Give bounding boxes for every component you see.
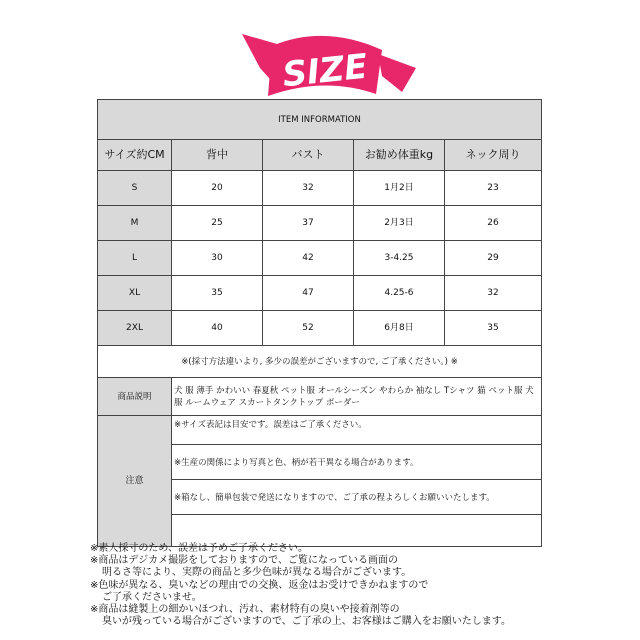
neck-value: 32	[445, 276, 542, 311]
bust-value: 52	[263, 311, 354, 346]
neck-value: 35	[445, 311, 542, 346]
banner-title: SIZE	[280, 46, 370, 96]
size-label: S	[98, 171, 172, 206]
header-neck: ネック周り	[445, 140, 542, 171]
note-line: 明るさ等により、実際の商品と多少色味が異なる場合がございます。	[102, 567, 412, 579]
size-label: XL	[98, 276, 172, 311]
table-title: ITEM INFORMATION	[98, 100, 542, 140]
back-value: 30	[172, 241, 263, 276]
description-text: 犬 服 薄手 かわいい 春夏秋 ペット服 オールシーズン やわらか 袖なし Tシャツ 猫 ペット服 犬服 ルームウェア スカートタンクトップ ボーダー	[172, 378, 542, 416]
bust-value: 47	[263, 276, 354, 311]
bust-value: 37	[263, 206, 354, 241]
table-row	[98, 206, 542, 241]
back-value: 40	[172, 311, 263, 346]
weight-value: 6月8日	[354, 311, 445, 346]
caution-label: 注意	[98, 416, 172, 547]
header-weight: お勧め体重kg	[354, 140, 445, 171]
bust-value: 32	[263, 171, 354, 206]
weight-value: 3-4.25	[354, 241, 445, 276]
size-label: 2XL	[98, 311, 172, 346]
size-table	[97, 99, 542, 547]
header-bust: バスト	[263, 140, 354, 171]
size-label: L	[98, 241, 172, 276]
size-banner	[232, 16, 422, 104]
caution-item: ※箱なし、簡単包装で発送になりますので、ご了承の程よろしくお願いいたします。	[172, 480, 541, 515]
note-line: ※商品はデジカメ撮影をしておりますので、ご覧になっている画面の	[90, 555, 398, 567]
note-line: ※素人採寸のため、誤差は予めご了承ください。	[90, 543, 308, 554]
neck-value: 29	[445, 241, 542, 276]
caution-item: ※サイズ表記は目安です。誤差はご了承ください。	[172, 416, 541, 445]
description-label: 商品説明	[98, 378, 172, 416]
header-size: サイズ約CM	[98, 140, 172, 171]
note-line: 臭いが残っている場合がございますので、ご了承の上、お客様はご購入をお願いたします。	[102, 616, 511, 628]
caution-list	[172, 416, 542, 547]
back-value: 35	[172, 276, 263, 311]
caution-item	[172, 515, 541, 546]
measurement-note: ※(採寸方法違いより, 多少の誤差がございますので, ご了承ください。) ※	[98, 346, 542, 378]
note-line: ※色味が異なる、臭いなどの理由での交換、返金はお受けできかねますので	[90, 579, 429, 591]
neck-value: 26	[445, 206, 542, 241]
table-row	[98, 241, 542, 276]
size-label: M	[98, 206, 172, 241]
weight-value: 2月3日	[354, 206, 445, 241]
note-line: ※商品は縫製上の細かいほつれ、汚れ、素材特有の臭いや接着剤等の	[90, 604, 400, 616]
back-value: 25	[172, 206, 263, 241]
table-row	[98, 276, 542, 311]
caution-item: ※生産の関係により写真と色、柄が若干異なる場合があります。	[172, 445, 541, 480]
note-line: ご了承くださいませ。	[102, 591, 202, 603]
table-row	[98, 171, 542, 206]
notes-block	[90, 543, 570, 628]
back-value: 20	[172, 171, 263, 206]
neck-value: 23	[445, 171, 542, 206]
weight-value: 1月2日	[354, 171, 445, 206]
bust-value: 42	[263, 241, 354, 276]
weight-value: 4.25-6	[354, 276, 445, 311]
header-back: 背中	[172, 140, 263, 171]
banner-right-tail	[378, 54, 416, 92]
table-row	[98, 311, 542, 346]
